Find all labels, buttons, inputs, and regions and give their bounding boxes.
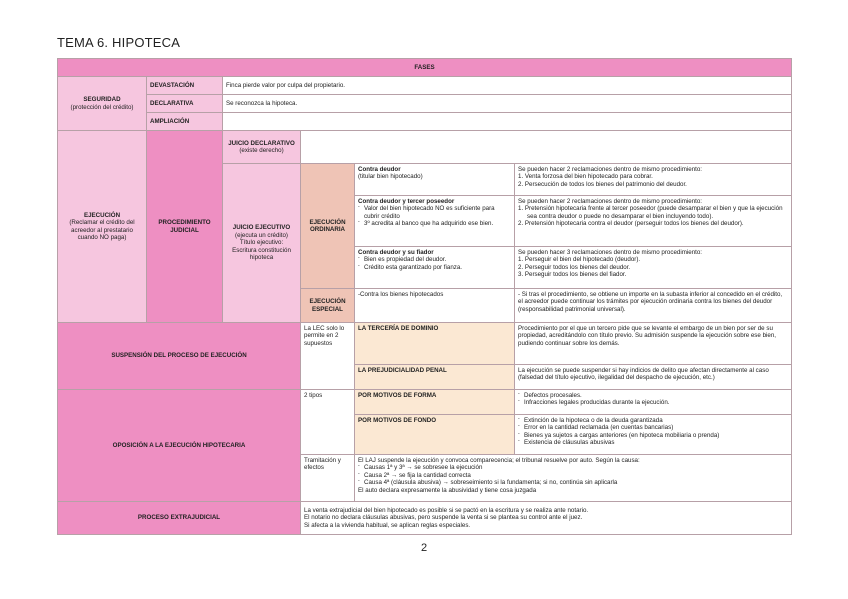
oposicion-label-forma: POR MOTIVOS DE FORMA xyxy=(355,390,515,415)
document-title: TEMA 6. HIPOTECA xyxy=(57,35,181,50)
ordinaria-detail-tercer-poseedor xyxy=(515,196,792,247)
detail-intro: Se pueden hacer 2 reclamaciones dentro de mismo procedimiento: xyxy=(518,198,703,205)
seguridad-subtitle: (protección del crédito) xyxy=(70,103,134,111)
seguridad-text-ampliacion xyxy=(223,113,792,131)
list-item: - Causa 2ª → se fija la cantidad correcta xyxy=(358,472,788,479)
list-item: 1. Pretensión hipotecaria frente al tercer poseedor (puede desamparar el bien y que la ejecución sea contra deudor o puede no desamparar el bien incluyendo todo). xyxy=(518,205,783,220)
ordinaria-case-fiador xyxy=(355,247,515,289)
seguridad-text-devastacion: Finca pierde valor por culpa del propietario. xyxy=(223,77,792,95)
case-title: Contra deudor xyxy=(358,166,401,173)
list-item: - Causa 4ª (cláusula abusiva) → sobreseimiento si la fundamenta; si no, continúa sin aplicarla xyxy=(358,479,788,486)
forma-list xyxy=(518,392,788,407)
list-item: 2. Persecución de todos los bienes del patrimonio del deudor. xyxy=(518,180,687,188)
list-item: 1. Venta forzosa del bien hipotecado para cobrar. xyxy=(518,173,653,181)
juicio-declarativo-cell xyxy=(223,131,301,164)
oposicion-detail-forma xyxy=(515,390,792,415)
suspension-label-prejudicialidad: LA PREJUDICIALIDAD PENAL xyxy=(355,365,515,390)
case-subtitle: (titular bien hipotecado) xyxy=(358,173,423,181)
extrajudicial-detail xyxy=(301,502,792,535)
detail-list xyxy=(518,205,788,227)
list-item: 3. Perseguir todos los bienes del fiador. xyxy=(518,271,627,279)
tramitacion-detail xyxy=(355,455,792,502)
list-item: - Bien es propiedad del deudor. xyxy=(358,256,511,263)
tramitacion-label: Tramitación y efectos xyxy=(301,455,355,502)
list-item: - Crédito esta garantizado por fianza. xyxy=(358,264,511,271)
ejecucion-title: EJECUCIÓN xyxy=(83,211,121,219)
seguridad-title: SEGURIDAD xyxy=(83,96,121,104)
fondo-list xyxy=(518,417,788,447)
extrajudicial-title: PROCESO EXTRAJUDICIAL xyxy=(58,502,301,535)
extrajudicial-line: Si afecta a la vivienda habitual, se aplican reglas especiales. xyxy=(304,521,471,529)
ordinaria-case-deudor xyxy=(355,164,515,196)
case-bullets xyxy=(358,205,511,227)
suspension-text-prejudicialidad: La ejecución se puede suspender si hay indicios de delito que afectan directamente al caso (falsedad del título ejecutivo, ilegalidad del despacho de ejecución, etc.) xyxy=(515,365,792,390)
ordinaria-case-tercer-poseedor xyxy=(355,196,515,247)
titulo-ejecutivo-label: Título ejecutivo: xyxy=(239,239,284,247)
list-item: - Extinción de la hipoteca o de la deuda garantizada xyxy=(518,417,788,424)
especial-detail: - Si tras el procedimiento, se obtiene un importe en la subasta inferior al concedido en el crédito, el acreedor puede continuar los trámites por ejecución ordinaria contra los bienes del deudor (responsabilidad patrimonial universal). xyxy=(515,289,792,323)
tramitacion-list xyxy=(358,464,788,486)
hipoteca-table xyxy=(57,58,792,535)
juicio-ejecutivo-cell xyxy=(223,164,301,323)
ejecucion-cell xyxy=(58,131,147,323)
extrajudicial-line: El notario no declara cláusulas abusivas, pero suspende la venta si se plantea su control ante el juez. xyxy=(304,514,583,522)
extrajudicial-line: La venta extrajudicial del bien hipotecado es posible si se pactó en la escritura y se realiza ante notario. xyxy=(304,506,589,514)
juicio-ejecutivo-subtitle: (ejecuta un crédito) xyxy=(235,231,288,239)
list-item: - Error en la cantidad reclamada (en cuentas bancarias) xyxy=(518,424,788,431)
case-title: Contra deudor y tercer poseedor xyxy=(358,198,455,205)
list-item: 2. Pretensión hipotecaria contra el deudor (perseguir todos los bienes del deudor). xyxy=(518,220,744,228)
list-item: - Infracciones legales producidas durante la ejecución. xyxy=(518,399,788,406)
oposicion-detail-fondo xyxy=(515,415,792,455)
ordinaria-detail-fiador xyxy=(515,247,792,289)
seguridad-cell xyxy=(58,77,147,131)
page-number: 2 xyxy=(420,542,428,554)
seguridad-label-ampliacion: AMPLIACIÓN xyxy=(147,113,223,131)
case-bullets xyxy=(358,256,511,271)
ordinaria-detail-deudor xyxy=(515,164,792,196)
list-item: - Valor del bien hipotecado NO es suficiente para cubrir crédito xyxy=(358,205,511,220)
tramitacion-closing: El auto declara expresamente la abusividad y tiene cosa juzgada xyxy=(358,486,537,494)
oposicion-title: OPOSICIÓN A LA EJECUCIÓN HIPOTECARIA xyxy=(58,390,301,502)
ejecucion-subtitle: (Reclamar el crédito del acreedor al prestatario cuando NO paga) xyxy=(69,219,135,241)
list-item: 1. Perseguir el bien del hipotecado (deudor). xyxy=(518,256,641,264)
seguridad-text-declarativa: Se reconozca la hipoteca. xyxy=(223,95,792,113)
juicio-declarativo-title: JUICIO DECLARATIVO xyxy=(228,139,295,147)
list-item: - Defectos procesales. xyxy=(518,392,788,399)
juicio-declarativo-subtitle: (existe derecho) xyxy=(239,147,284,154)
list-item: - Causas 1ª y 3ª → se sobresee la ejecución xyxy=(358,464,788,471)
fases-header: FASES xyxy=(58,59,792,77)
suspension-text-terceria: Procedimiento por el que un tercero pide que se levante el embargo de un bien por ser de su propiedad, acreditándolo con título previo. Su admisión suspende la ejecución sobre ese bien, pudiendo continuar sobre los demás. xyxy=(515,323,792,365)
list-item: - 3º acredita al banco que ha adquirido ese bien. xyxy=(358,220,511,227)
ejecucion-ordinaria: EJECUCIÓN ORDINARIA xyxy=(301,164,355,289)
procedimiento-judicial: PROCEDIMIENTO JUDICIAL xyxy=(147,131,223,323)
titulo-ejecutivo-value: Escritura constitución hipoteca xyxy=(232,246,291,262)
tramitacion-intro: El LAJ suspende la ejecución y convoca comparecencia; el tribunal resuelve por auto. Según la causa: xyxy=(358,457,640,464)
seguridad-label-devastacion: DEVASTACIÓN xyxy=(147,77,223,95)
list-item: - Existencia de cláusulas abusivas xyxy=(518,439,788,446)
oposicion-note: 2 tipos xyxy=(301,390,355,455)
suspension-title: SUSPENSIÓN DEL PROCESO DE EJECUCIÓN xyxy=(58,323,301,390)
suspension-label-terceria: LA TERCERÍA DE DOMINIO xyxy=(355,323,515,365)
case-title: Contra deudor y su fiador xyxy=(358,249,434,256)
detail-list xyxy=(518,173,788,188)
oposicion-label-fondo: POR MOTIVOS DE FONDO xyxy=(355,415,515,455)
detail-intro: Se pueden hacer 2 reclamaciones dentro de mismo procedimiento: xyxy=(518,166,703,173)
juicio-ejecutivo-title: JUICIO EJECUTIVO xyxy=(232,224,291,232)
juicio-declarativo-detail xyxy=(301,131,792,164)
especial-text: -Contra los bienes hipotecados xyxy=(355,289,515,323)
detail-list xyxy=(518,256,788,278)
list-item: 2. Perseguir todos los bienes del deudor. xyxy=(518,263,631,271)
seguridad-label-declarativa: DECLARATIVA xyxy=(147,95,223,113)
detail-intro: Se pueden hacer 3 reclamaciones dentro de mismo procedimiento: xyxy=(518,249,703,256)
suspension-note: La LEC solo lo permite en 2 supuestos xyxy=(301,323,355,390)
list-item: - Bienes ya sujetos a cargas anteriores (en hipoteca mobiliaria o prenda) xyxy=(518,432,788,439)
ejecucion-especial: EJECUCIÓN ESPECIAL xyxy=(301,289,355,323)
